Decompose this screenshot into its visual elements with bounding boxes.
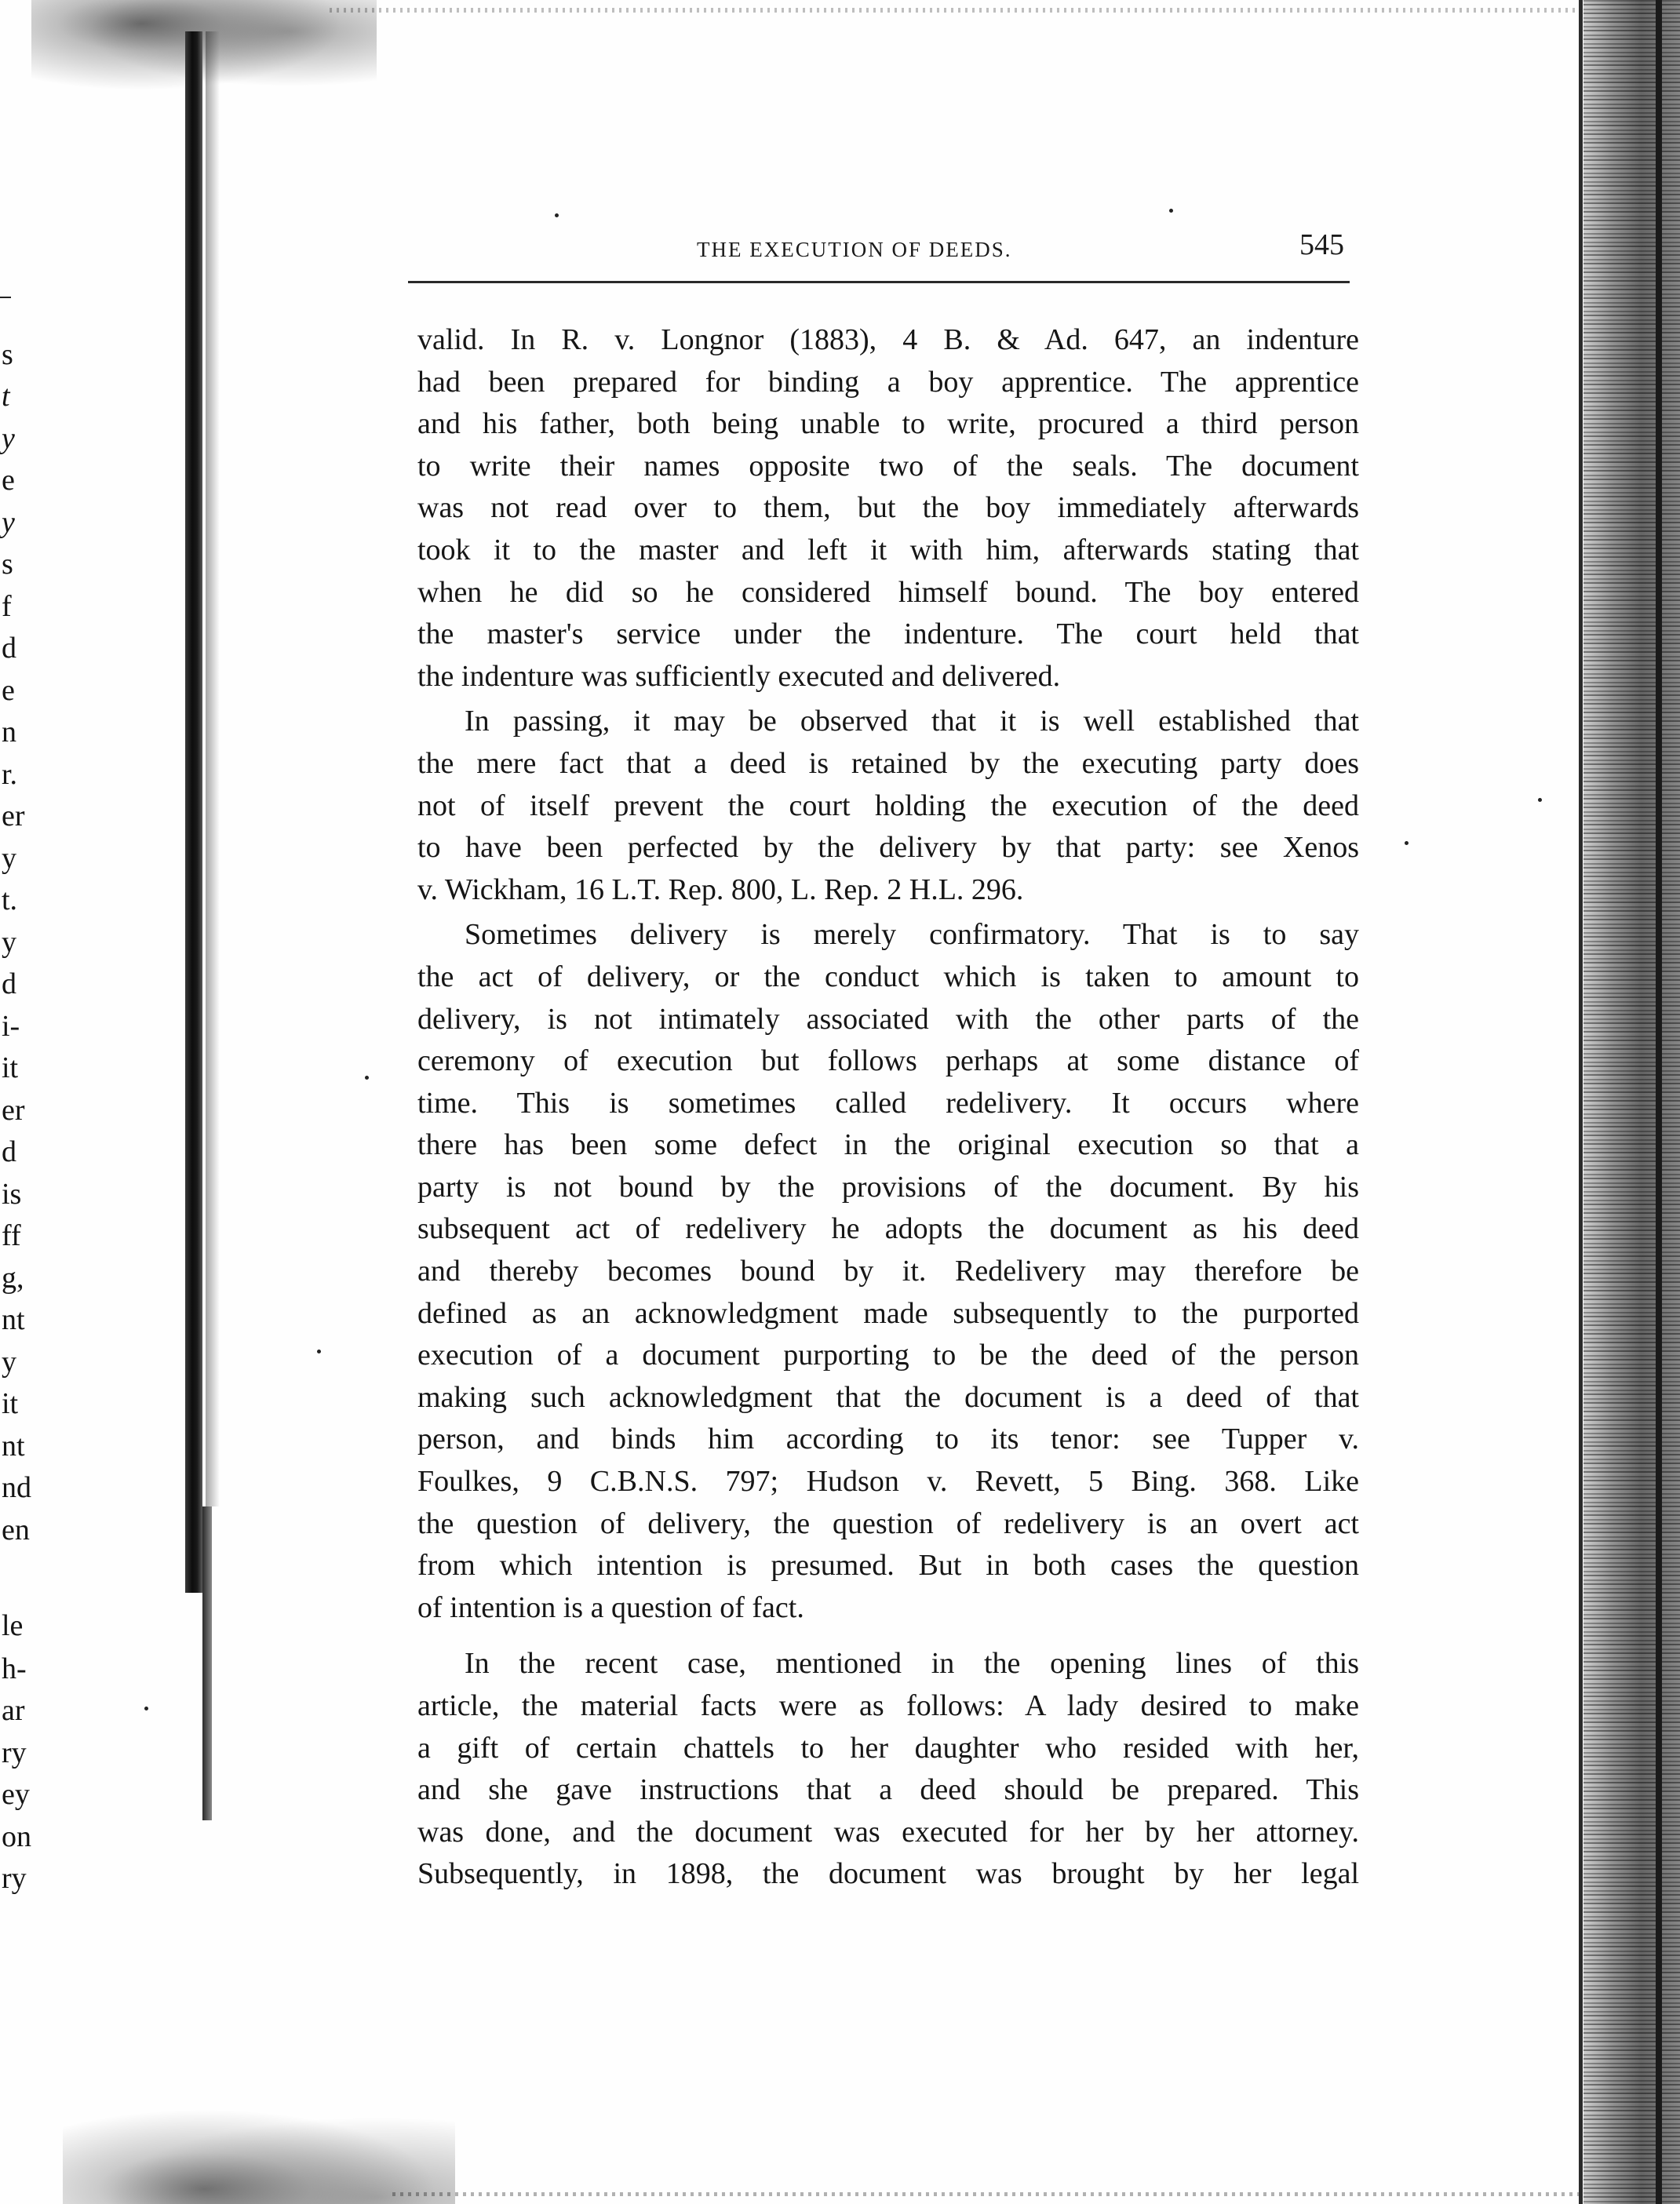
facing-page-fragment: it bbox=[2, 1051, 19, 1084]
facing-page-fragment: er bbox=[2, 1094, 25, 1127]
text-line: the mere fact that a deed is retained by the executing party does bbox=[417, 746, 1359, 780]
text-line: there has been some defect in the original execution so that a bbox=[417, 1128, 1359, 1162]
scan-noise-bottom bbox=[63, 2103, 455, 2204]
scan-noise-top bbox=[31, 0, 377, 102]
text-line: Subsequently, in 1898, the document was brought by her legal bbox=[417, 1857, 1359, 1891]
page-stack-edge bbox=[1583, 0, 1680, 2204]
binding-gutter bbox=[185, 31, 202, 1593]
paragraph-retained-deed bbox=[417, 701, 1359, 911]
facing-page-fragment: i- bbox=[2, 1010, 20, 1043]
page-stack-outer-edge bbox=[1656, 0, 1662, 2204]
text-line: was done, and the document was executed for her by her attorney. bbox=[417, 1815, 1359, 1849]
body-text bbox=[417, 319, 1359, 1896]
scan-edge-top bbox=[330, 8, 1601, 13]
text-line: the question of delivery, the question of redelivery is an overt act bbox=[417, 1506, 1359, 1540]
facing-page-fragment: d bbox=[2, 967, 16, 1000]
facing-page-fragment: ry bbox=[2, 1736, 27, 1769]
facing-page-fragment: ar bbox=[2, 1694, 25, 1727]
binding-gutter-shadow bbox=[206, 31, 220, 1506]
facing-page-fragment: er bbox=[2, 800, 25, 832]
scan-speck bbox=[1538, 798, 1542, 802]
text-line: Foulkes, 9 C.B.N.S. 797; Hudson v. Revett, 5 Bing. 368. Like bbox=[417, 1465, 1359, 1499]
text-line: when he did so he considered himself bound. The boy entered bbox=[417, 575, 1359, 609]
paragraph-redelivery bbox=[417, 914, 1359, 1629]
facing-page-fragment: n bbox=[2, 716, 16, 749]
text-line: making such acknowledgment that the document is a deed of that bbox=[417, 1380, 1359, 1414]
text-line: v. Wickham, 16 L.T. Rep. 800, L. Rep. 2 H.L. 296. bbox=[417, 872, 1024, 906]
text-line: person, and binds him according to its tenor: see Tupper v. bbox=[417, 1423, 1359, 1456]
text-line: from which intention is presumed. But in both cases the question bbox=[417, 1549, 1359, 1583]
facing-page-fragment: e bbox=[2, 674, 15, 707]
scan-speck bbox=[555, 213, 559, 217]
facing-page-fragment: g, bbox=[2, 1262, 24, 1295]
facing-page-fragment: y bbox=[2, 506, 15, 539]
facing-page-fragment: nt bbox=[2, 1430, 25, 1463]
text-line: the master's service under the indenture. The court held that bbox=[417, 617, 1359, 651]
text-line: article, the material facts were as follows: A lady desired to make bbox=[417, 1689, 1359, 1722]
facing-page-fragment: ry bbox=[2, 1862, 27, 1895]
text-line: valid. In R. v. Longnor (1883), 4 B. & Ad. 647, an indenture bbox=[417, 323, 1359, 356]
text-line: of intention is a question of fact. bbox=[417, 1590, 804, 1624]
facing-page-fragment: h- bbox=[2, 1652, 27, 1685]
page-edge-line bbox=[1579, 0, 1583, 2204]
facing-page-fragment: is bbox=[2, 1178, 22, 1211]
facing-page-fragment: nd bbox=[2, 1471, 31, 1504]
text-line: the indenture was sufficiently executed and delivered. bbox=[417, 659, 1061, 693]
facing-page-fragment: y bbox=[2, 926, 16, 959]
facing-page-fragment: r. bbox=[2, 758, 18, 791]
running-header-title: THE EXECUTION OF DEEDS. bbox=[697, 238, 1012, 261]
text-line: to write their names opposite two of the seals. The document bbox=[417, 449, 1359, 483]
text-line: to have been perfected by the delivery by that party: see Xenos bbox=[417, 831, 1359, 865]
facing-page-fragment: on bbox=[2, 1820, 31, 1853]
text-line: and thereby becomes bound by it. Redelivery may therefore be bbox=[417, 1255, 1359, 1288]
text-line: subsequent act of redelivery he adopts the document as his deed bbox=[417, 1212, 1359, 1246]
text-line: was not read over to them, but the boy immediately afterwards bbox=[417, 491, 1359, 525]
margin-tick bbox=[0, 297, 11, 298]
text-line: and she gave instructions that a deed should be prepared. This bbox=[417, 1773, 1359, 1807]
facing-page-fragment: y bbox=[2, 422, 15, 455]
text-line: time. This is sometimes called redelivery. It occurs where bbox=[417, 1086, 1359, 1120]
facing-page-fragment: ff bbox=[2, 1219, 21, 1252]
text-line: In passing, it may be observed that it is well established that bbox=[465, 705, 1359, 738]
paragraph-longnor bbox=[417, 319, 1359, 698]
text-line: took it to the master and left it with him, afterwards stating that bbox=[417, 533, 1359, 566]
text-line: and his father, both being unable to write, procured a third person bbox=[417, 407, 1359, 441]
text-line: execution of a document purporting to be the deed of the person bbox=[417, 1339, 1359, 1372]
scan-speck bbox=[317, 1350, 321, 1353]
text-line: In the recent case, mentioned in the opening lines of this bbox=[465, 1647, 1359, 1681]
binding-gutter-lower bbox=[202, 1506, 212, 1820]
scan-speck bbox=[365, 1076, 369, 1080]
facing-page-fragment: it bbox=[2, 1387, 19, 1420]
facing-page-fragment: s bbox=[2, 548, 13, 581]
text-line: had been prepared for binding a boy apprentice. The apprentice bbox=[417, 365, 1359, 399]
text-line: party is not bound by the provisions of the document. By his bbox=[417, 1170, 1359, 1204]
header-rule bbox=[408, 281, 1350, 283]
scan-speck bbox=[1169, 209, 1173, 213]
facing-page-fragment: y bbox=[2, 1346, 16, 1379]
text-line: ceremony of execution but follows perhaps at some distance of bbox=[417, 1044, 1359, 1078]
facing-page-fragment: nt bbox=[2, 1303, 25, 1336]
facing-page-fragment: d bbox=[2, 632, 16, 665]
facing-page-fragment: s bbox=[2, 338, 13, 371]
paragraph-recent-case bbox=[417, 1643, 1359, 1896]
facing-page-fragment: d bbox=[2, 1135, 16, 1168]
text-line: delivery, is not intimately associated with the other parts of the bbox=[417, 1002, 1359, 1036]
scan-speck bbox=[144, 1707, 148, 1710]
scan-edge-bottom bbox=[392, 2192, 1585, 2196]
facing-page-fragment: t. bbox=[2, 883, 18, 916]
facing-page-fragment: e bbox=[2, 464, 15, 497]
text-line: Sometimes delivery is merely confirmatory. That is to say bbox=[465, 918, 1359, 952]
text-line: the act of delivery, or the conduct which is taken to amount to bbox=[417, 960, 1359, 993]
text-line: not of itself prevent the court holding the execution of the deed bbox=[417, 789, 1359, 822]
facing-page-fragment: en bbox=[2, 1514, 30, 1546]
facing-page-fragment: le bbox=[2, 1609, 24, 1642]
facing-page-fragment: y bbox=[2, 842, 16, 875]
facing-page-fragment: t bbox=[2, 380, 10, 413]
scan-speck bbox=[1405, 841, 1409, 845]
text-line: a gift of certain chattels to her daughter who resided with her, bbox=[417, 1731, 1359, 1765]
page-number: 545 bbox=[1299, 228, 1344, 261]
facing-page-fragment: f bbox=[2, 590, 12, 623]
facing-page-fragment: ey bbox=[2, 1778, 30, 1811]
text-line: defined as an acknowledgment made subsequently to the purported bbox=[417, 1296, 1359, 1330]
